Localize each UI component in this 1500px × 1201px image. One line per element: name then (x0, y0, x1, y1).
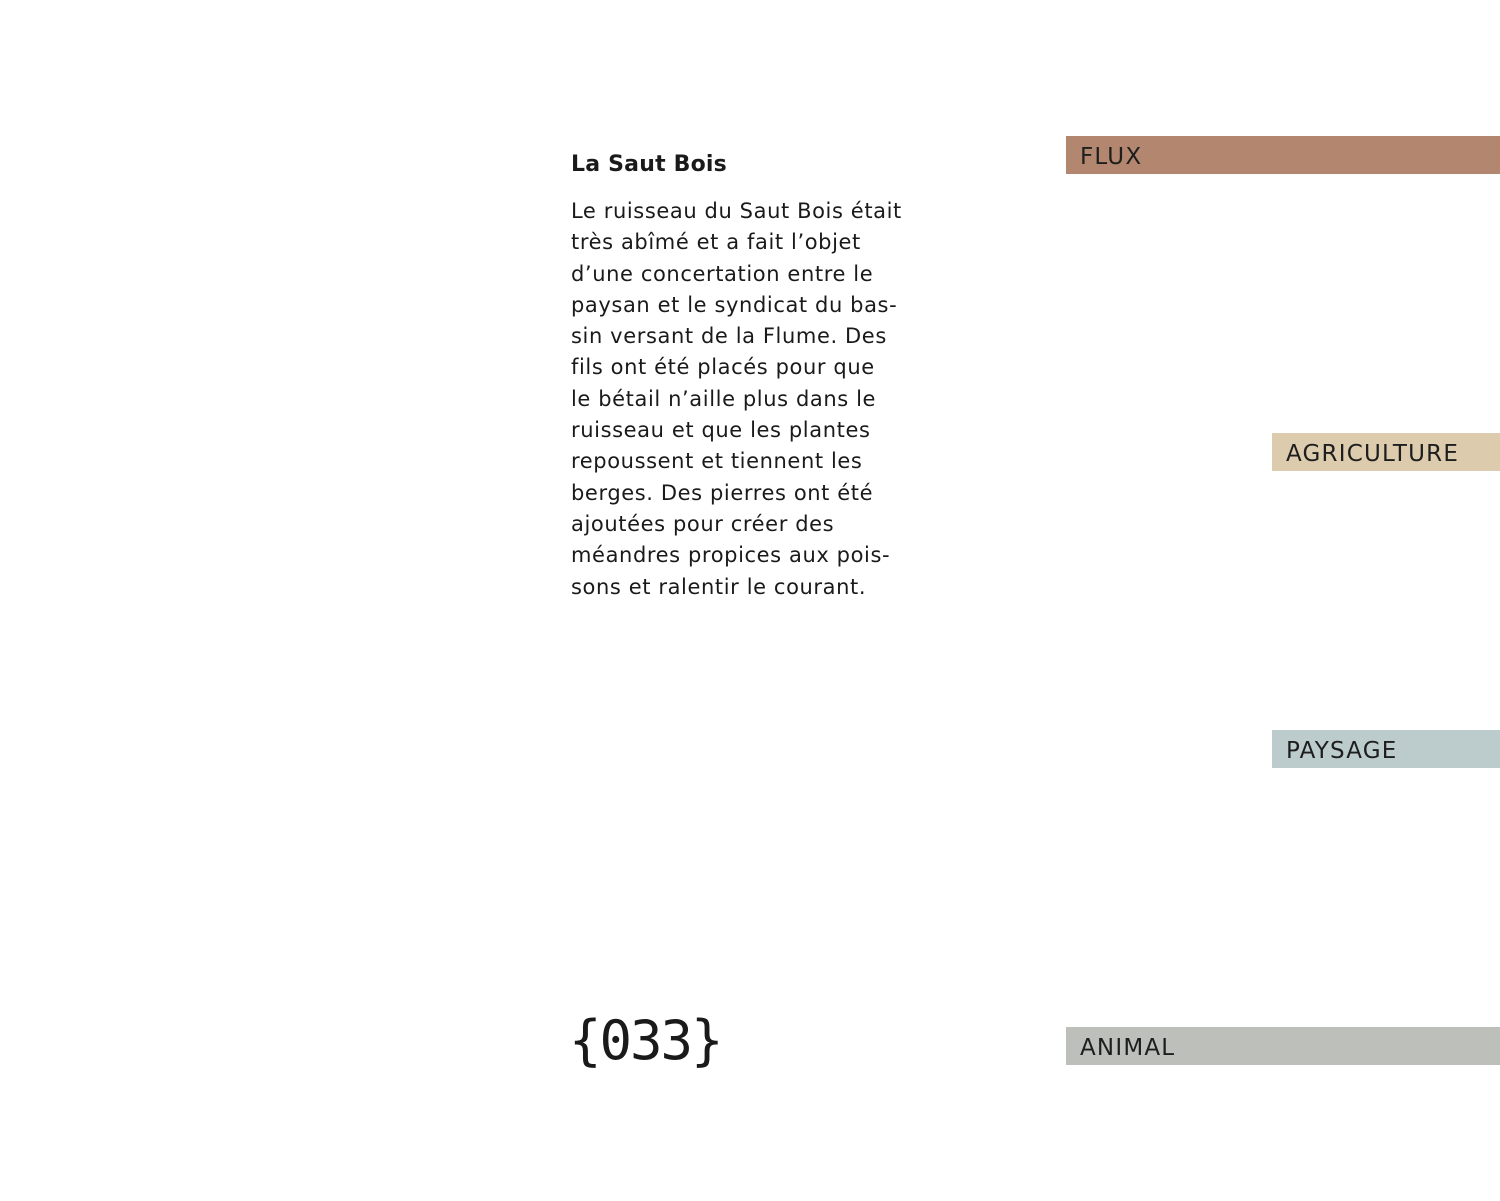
article-body-line: très abîmé et a fait l’objet (571, 230, 861, 255)
tab-flux[interactable]: FLUX (1066, 136, 1500, 174)
article-body-line: sons et ralentir le courant. (571, 574, 867, 599)
article-body-line: méandres propices aux pois- (571, 543, 891, 568)
article-body-line: berges. Des pierres ont été (571, 480, 874, 505)
tab-paysage[interactable]: PAYSAGE (1272, 730, 1500, 768)
article-body-line: repoussent et tiennent les (571, 449, 863, 474)
article (571, 150, 931, 603)
article-body-line: Le ruisseau du Saut Bois était (571, 199, 902, 223)
tab-agriculture[interactable]: AGRICULTURE (1272, 433, 1500, 471)
page-number: {033} (569, 1009, 722, 1072)
article-title: La Saut Bois (571, 152, 727, 177)
article-body-line: sin versant de la Flume. Des (571, 324, 887, 349)
article-body-line: fils ont été placés pour que (571, 355, 875, 380)
article-body-line: le bétail n’aille plus dans le (571, 386, 877, 411)
article-body-line: paysan et le syndicat du bas- (571, 292, 898, 317)
article-body-line: ruisseau et que les plantes (571, 418, 871, 443)
tab-animal[interactable]: ANIMAL (1066, 1027, 1500, 1065)
article-body-line: d’une concertation entre le (571, 261, 874, 286)
article-body (571, 196, 931, 603)
article-body-line: ajoutées pour créer des (571, 511, 835, 536)
